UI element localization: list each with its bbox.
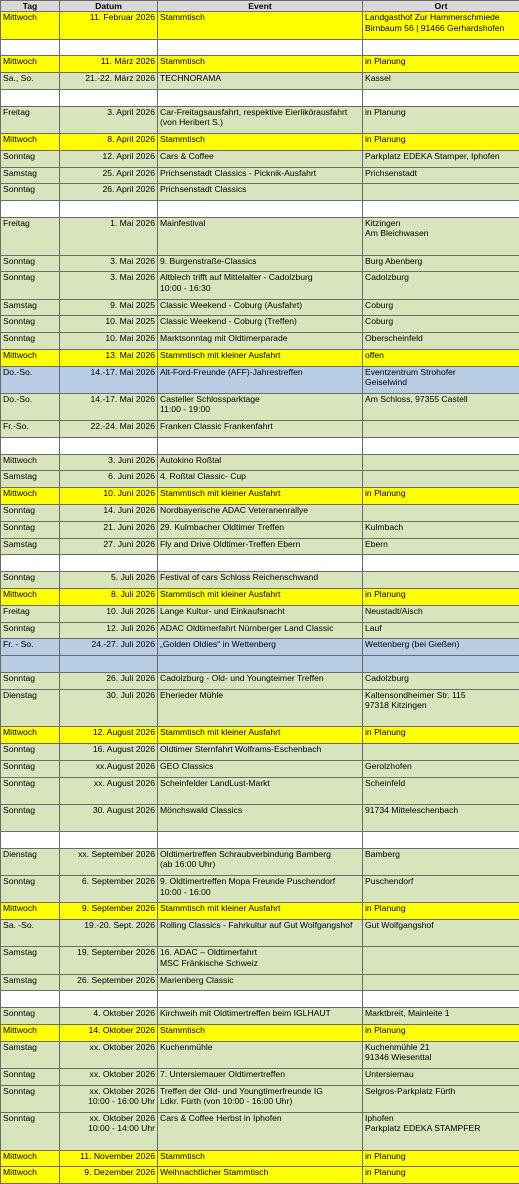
event-cell: Stammtisch mit kleiner Ausfahrt	[158, 727, 363, 744]
event-cell: Rolling Classics - Fahrkultur auf Gut Wolfgangshof	[158, 920, 363, 947]
table-row	[1, 639, 519, 656]
event-cell: Lange Kultur- und Einkaufsnacht	[158, 605, 363, 622]
event-cell: Stammtisch mit kleiner Ausfahrt	[158, 349, 363, 366]
event-cell: Classic Weekend - Coburg (Ausfahrt)	[158, 299, 363, 316]
tag-cell: Freitag	[1, 217, 60, 255]
tag-cell: Sonntag	[1, 805, 60, 832]
tag-cell	[1, 991, 60, 1008]
datum-cell: 11. November 2026	[60, 1150, 158, 1167]
tag-cell: Do.-So.	[1, 393, 60, 420]
event-cell: Scheinfelder LandLust-Markt	[158, 777, 363, 804]
event-cell: Altblech trifft auf Mittelalter - Cadolzburg 10:00 - 16:30	[158, 272, 363, 299]
table-row	[1, 167, 519, 184]
event-cell: Festival of cars Schloss Reichenschwand	[158, 572, 363, 589]
ort-cell: Untersiemau	[363, 1068, 519, 1085]
tag-cell: Sonntag	[1, 876, 60, 903]
table-row	[1, 106, 519, 133]
ort-cell	[363, 454, 519, 471]
ort-cell	[363, 505, 519, 522]
ort-cell	[363, 974, 519, 991]
ort-cell: 91734 Mitteleschenbach	[363, 805, 519, 832]
ort-cell: Kitzingen Am Bleichwasen	[363, 217, 519, 255]
datum-cell: 30. Juli 2026	[60, 689, 158, 727]
ort-cell: in Planung	[363, 589, 519, 606]
tag-cell: Sonntag	[1, 761, 60, 778]
ort-cell	[363, 421, 519, 438]
tag-cell: Sonntag	[1, 1112, 60, 1150]
table-row	[1, 454, 519, 471]
datum-cell	[60, 991, 158, 1008]
table-row	[1, 605, 519, 622]
tag-cell: Do.-So.	[1, 366, 60, 393]
table-row	[1, 393, 519, 420]
event-cell: Stammtisch	[158, 56, 363, 73]
table-row	[1, 217, 519, 255]
event-cell: 7. Untersiemauer Oldtimertreffen	[158, 1068, 363, 1085]
ort-cell: in Planung	[363, 488, 519, 505]
ort-cell: in Planung	[363, 106, 519, 133]
table-row	[1, 991, 519, 1008]
table-row	[1, 12, 519, 39]
datum-cell: 21. Juni 2026	[60, 521, 158, 538]
tag-cell: Mittwoch	[1, 488, 60, 505]
table-row	[1, 421, 519, 438]
ort-cell: Oberscheinfeld	[363, 333, 519, 350]
tag-cell: Sonntag	[1, 272, 60, 299]
event-cell: 16. ADAC – Oldtimerfahrt MSC Fränkische Schweiz	[158, 947, 363, 974]
table-row	[1, 876, 519, 903]
ort-cell: Gerolzhofen	[363, 761, 519, 778]
datum-cell: 4. Oktober 2026	[60, 1008, 158, 1025]
datum-cell: 14. Juni 2026	[60, 505, 158, 522]
table-row	[1, 505, 519, 522]
event-cell: Fly and Drive Oldtimer-Treffen Ebern	[158, 538, 363, 555]
event-cell: Cadolzburg - Old- und Youngteimer Treffen	[158, 673, 363, 690]
event-cell: Alt-Ford-Freunde (AFF)-Jahrestreffen	[158, 366, 363, 393]
ort-cell: Kaltensondheimer Str. 115 97318 Kitzingen	[363, 689, 519, 727]
datum-cell: 26. September 2026	[60, 974, 158, 991]
datum-cell: 10. Juni 2026	[60, 488, 158, 505]
header-ort: Ort	[363, 1, 519, 12]
event-cell: Classic Weekend - Coburg (Treffen)	[158, 316, 363, 333]
tag-cell: Sa. -So.	[1, 920, 60, 947]
event-cell: Casteller Schlossparktage 11:00 - 19:00	[158, 393, 363, 420]
datum-cell: xx. September 2026	[60, 849, 158, 876]
table-row	[1, 349, 519, 366]
table-row	[1, 201, 519, 218]
datum-cell	[60, 832, 158, 849]
datum-cell: 19.-20. Sept. 2026	[60, 920, 158, 947]
tag-cell	[1, 201, 60, 218]
tag-cell: Mittwoch	[1, 454, 60, 471]
ort-cell: Coburg	[363, 316, 519, 333]
datum-cell: 12. Juli 2026	[60, 622, 158, 639]
table-row	[1, 488, 519, 505]
table-row	[1, 947, 519, 974]
datum-cell: 30. August 2026	[60, 805, 158, 832]
ort-cell: Lauf	[363, 622, 519, 639]
ort-cell: Iphofen Parkplatz EDEKA STAMPFER	[363, 1112, 519, 1150]
event-cell: Marktsonntag mit Oldtimerparade	[158, 333, 363, 350]
datum-cell: xx. Oktober 2026 10:00 - 16:00 Uhr	[60, 1085, 158, 1112]
datum-cell: 10. Mai 2026	[60, 333, 158, 350]
datum-cell: 5. Juli 2026	[60, 572, 158, 589]
ort-cell	[363, 39, 519, 56]
datum-cell: xx. August 2026	[60, 777, 158, 804]
datum-cell	[60, 39, 158, 56]
tag-cell: Sonntag	[1, 1008, 60, 1025]
tag-cell	[1, 39, 60, 56]
tag-cell: Fr.-So.	[1, 421, 60, 438]
table-row	[1, 316, 519, 333]
table-row	[1, 366, 519, 393]
ort-cell: Coburg	[363, 299, 519, 316]
table-row	[1, 521, 519, 538]
table-row	[1, 1167, 519, 1184]
tag-cell: Mittwoch	[1, 903, 60, 920]
ort-cell: in Planung	[363, 1167, 519, 1184]
datum-cell: 3. Juni 2026	[60, 454, 158, 471]
table-row	[1, 622, 519, 639]
tag-cell: Dienstag	[1, 689, 60, 727]
ort-cell	[363, 471, 519, 488]
ort-cell	[363, 89, 519, 106]
event-cell: Stammtisch mit kleiner Ausfahrt	[158, 488, 363, 505]
event-cell: Kuchenmühle	[158, 1041, 363, 1068]
ort-cell: Bamberg	[363, 849, 519, 876]
ort-cell: in Planung	[363, 903, 519, 920]
event-cell: 29. Kulmbacher Oldtimer Treffen	[158, 521, 363, 538]
ort-cell: Kulmbach	[363, 521, 519, 538]
table-row	[1, 272, 519, 299]
table-row	[1, 538, 519, 555]
datum-cell	[60, 89, 158, 106]
event-cell: Eherieder Mühle	[158, 689, 363, 727]
ort-cell: offen	[363, 349, 519, 366]
datum-cell: 14.-17. Mai 2026	[60, 366, 158, 393]
header-event: Event	[158, 1, 363, 12]
datum-cell: 6. Juni 2026	[60, 471, 158, 488]
table-row	[1, 572, 519, 589]
tag-cell	[1, 656, 60, 673]
ort-cell: Puschendorf	[363, 876, 519, 903]
datum-cell: 10. Juli 2026	[60, 605, 158, 622]
tag-cell	[1, 832, 60, 849]
datum-cell: 22.-24. Mai 2026	[60, 421, 158, 438]
ort-cell: Scheinfeld	[363, 777, 519, 804]
ort-cell: Selgros-Parkplatz Fürth	[363, 1085, 519, 1112]
datum-cell: 26. April 2026	[60, 184, 158, 201]
event-cell: Kirchweih mit Oldtimertreffen beim IGLHAUT	[158, 1008, 363, 1025]
table-row	[1, 471, 519, 488]
ort-cell: Burg Abenberg	[363, 255, 519, 272]
tag-cell: Sa., So.	[1, 73, 60, 90]
datum-cell: 3. Mai 2026	[60, 272, 158, 299]
ort-cell: Kassel	[363, 73, 519, 90]
tag-cell: Sonntag	[1, 673, 60, 690]
ort-cell: Landgasthof Zur Hammerschmiede Birnbaum 56 | 91466 Gerhardshofen	[363, 12, 519, 39]
event-cell	[158, 555, 363, 572]
event-cell	[158, 201, 363, 218]
tag-cell: Samstag	[1, 299, 60, 316]
table-row	[1, 832, 519, 849]
ort-cell: Parkplatz EDEKA Stamper, Iphofen	[363, 150, 519, 167]
datum-cell: 27. Juni 2026	[60, 538, 158, 555]
tag-cell: Samstag	[1, 974, 60, 991]
tag-cell: Dienstag	[1, 849, 60, 876]
datum-cell	[60, 201, 158, 218]
datum-cell: 26. Juli 2026	[60, 673, 158, 690]
event-cell: Cars & Coffee Herbst in Iphofen	[158, 1112, 363, 1150]
event-cell: GEO Classics	[158, 761, 363, 778]
header-tag: Tag	[1, 1, 60, 12]
datum-cell: 11. Februar 2026	[60, 12, 158, 39]
tag-cell: Mittwoch	[1, 56, 60, 73]
ort-cell: Neustadt/Aisch	[363, 605, 519, 622]
event-cell: 9. Oldtimertreffen Mopa Freunde Puschendorf 10:00 - 16:00	[158, 876, 363, 903]
tag-cell: Sonntag	[1, 521, 60, 538]
datum-cell: 25. April 2026	[60, 167, 158, 184]
event-cell: Marienberg Classic	[158, 974, 363, 991]
datum-cell: 16. August 2026	[60, 744, 158, 761]
datum-cell: xx. Oktober 2026	[60, 1068, 158, 1085]
tag-cell: Mittwoch	[1, 1024, 60, 1041]
datum-cell: 9. September 2026	[60, 903, 158, 920]
event-cell: Cars & Coffee	[158, 150, 363, 167]
table-row	[1, 56, 519, 73]
event-cell: Nordbayerische ADAC Veteranenrallye	[158, 505, 363, 522]
tag-cell: Samstag	[1, 947, 60, 974]
ort-cell	[363, 184, 519, 201]
tag-cell: Sonntag	[1, 505, 60, 522]
tag-cell: Sonntag	[1, 184, 60, 201]
ort-cell	[363, 656, 519, 673]
table-row	[1, 184, 519, 201]
table-row	[1, 39, 519, 56]
event-cell: Stammtisch mit kleiner Ausfahrt	[158, 903, 363, 920]
table-row	[1, 689, 519, 727]
event-cell: Prichsenstadt Classics	[158, 184, 363, 201]
event-cell	[158, 437, 363, 454]
table-row	[1, 673, 519, 690]
tag-cell: Sonntag	[1, 1085, 60, 1112]
table-row	[1, 555, 519, 572]
datum-cell: xx. Oktober 2026 10:00 - 14:00 Uhr	[60, 1112, 158, 1150]
datum-cell	[60, 555, 158, 572]
ort-cell: Prichsenstadt	[363, 167, 519, 184]
table-row	[1, 849, 519, 876]
tag-cell: Sonntag	[1, 572, 60, 589]
datum-cell	[60, 437, 158, 454]
datum-cell: 14. Oktober 2026	[60, 1024, 158, 1041]
ort-cell	[363, 832, 519, 849]
ort-cell: Cadolzburg	[363, 673, 519, 690]
event-cell: Mainfestival	[158, 217, 363, 255]
datum-cell: 19. September 2026	[60, 947, 158, 974]
tag-cell: Samstag	[1, 538, 60, 555]
ort-cell: Ebern	[363, 538, 519, 555]
table-row	[1, 920, 519, 947]
event-cell	[158, 89, 363, 106]
tag-cell: Mittwoch	[1, 349, 60, 366]
tag-cell: Freitag	[1, 106, 60, 133]
table-row	[1, 903, 519, 920]
event-cell: Stammtisch	[158, 1024, 363, 1041]
table-row	[1, 133, 519, 150]
table-row	[1, 437, 519, 454]
datum-cell: 9. Dezember 2026	[60, 1167, 158, 1184]
table-row	[1, 744, 519, 761]
datum-cell	[60, 656, 158, 673]
datum-cell: xx. Oktober 2026	[60, 1041, 158, 1068]
ort-cell: Am Schloss, 97355 Castell	[363, 393, 519, 420]
datum-cell: 24.-27. Juli 2026	[60, 639, 158, 656]
ort-cell: Eventzentrum Strohofer Geiselwind	[363, 366, 519, 393]
datum-cell: 21.-22. März 2026	[60, 73, 158, 90]
event-cell	[158, 832, 363, 849]
datum-cell: 12. August 2026	[60, 727, 158, 744]
event-cell	[158, 656, 363, 673]
table-row	[1, 299, 519, 316]
ort-cell: Marktbreit, Mainleite 1	[363, 1008, 519, 1025]
table-row	[1, 150, 519, 167]
table-row	[1, 761, 519, 778]
datum-cell: 13. Mai 2026	[60, 349, 158, 366]
ort-cell	[363, 991, 519, 1008]
tag-cell: Mittwoch	[1, 1150, 60, 1167]
tag-cell: Sonntag	[1, 622, 60, 639]
event-cell: Franken Classic Frankenfahrt	[158, 421, 363, 438]
tag-cell: Sonntag	[1, 316, 60, 333]
tag-cell	[1, 555, 60, 572]
event-cell: TECHNORAMA	[158, 73, 363, 90]
table-row	[1, 1068, 519, 1085]
datum-cell: 3. April 2026	[60, 106, 158, 133]
datum-cell: 8. April 2026	[60, 133, 158, 150]
event-cell: Stammtisch	[158, 133, 363, 150]
ort-cell: in Planung	[363, 133, 519, 150]
event-cell: Prichsenstadt Classics - Picknik-Ausfahrt	[158, 167, 363, 184]
ort-cell	[363, 947, 519, 974]
tag-cell: Mittwoch	[1, 727, 60, 744]
tag-cell: Sonntag	[1, 1068, 60, 1085]
datum-cell: 11. März 2026	[60, 56, 158, 73]
table-row	[1, 255, 519, 272]
tag-cell: Sonntag	[1, 150, 60, 167]
tag-cell: Samstag	[1, 1041, 60, 1068]
event-cell: Mönchswald Classics	[158, 805, 363, 832]
ort-cell	[363, 437, 519, 454]
event-cell: Weihnachtlicher Stammtisch	[158, 1167, 363, 1184]
table-row	[1, 333, 519, 350]
tag-cell: Sonntag	[1, 744, 60, 761]
event-cell: ADAC Oldtimerfahrt Nürnberger Land Classic	[158, 622, 363, 639]
ort-cell	[363, 572, 519, 589]
ort-cell: Gut Wolfgangshof	[363, 920, 519, 947]
table-row	[1, 589, 519, 606]
datum-cell: 12. April 2026	[60, 150, 158, 167]
event-cell: Stammtisch	[158, 12, 363, 39]
event-cell: 4. Roßtal Classic- Cup	[158, 471, 363, 488]
table-row	[1, 73, 519, 90]
table-row	[1, 777, 519, 804]
event-cell: Stammtisch mit kleiner Ausfahrt	[158, 589, 363, 606]
datum-cell: 8. Juli 2026	[60, 589, 158, 606]
tag-cell: Sonntag	[1, 777, 60, 804]
tag-cell: Mittwoch	[1, 589, 60, 606]
tag-cell	[1, 437, 60, 454]
datum-cell: 9. Mai 2025	[60, 299, 158, 316]
datum-cell: 1. Mai 2026	[60, 217, 158, 255]
ort-cell: in Planung	[363, 56, 519, 73]
event-cell: Oldtimertreffen Schraubverbindung Bamberg (ab 16:00 Uhr)	[158, 849, 363, 876]
event-cell: Car-Freitagsausfahrt, respektive Eierlikörausfahrt (von Heribert S.)	[158, 106, 363, 133]
table-row	[1, 1008, 519, 1025]
table-row	[1, 1041, 519, 1068]
datum-cell: xx.August 2026	[60, 761, 158, 778]
event-cell: Treffen der Old- und Youngtimerfreunde IG Ldkr. Fürth (von 10:00 - 16:00 Uhr)	[158, 1085, 363, 1112]
datum-cell: 6. September 2026	[60, 876, 158, 903]
table-row	[1, 1085, 519, 1112]
tag-cell: Mittwoch	[1, 12, 60, 39]
tag-cell: Fr. - So.	[1, 639, 60, 656]
event-cell	[158, 39, 363, 56]
ort-cell	[363, 744, 519, 761]
tag-cell: Sonntag	[1, 333, 60, 350]
tag-cell: Samstag	[1, 471, 60, 488]
table-row	[1, 805, 519, 832]
table-row	[1, 974, 519, 991]
tag-cell: Mittwoch	[1, 1167, 60, 1184]
datum-cell: 3. Mai 2026	[60, 255, 158, 272]
datum-cell: 10. Mai 2025	[60, 316, 158, 333]
event-cell	[158, 991, 363, 1008]
event-cell: Autokino Roßtal	[158, 454, 363, 471]
ort-cell: Wettenberg (bei Gießen)	[363, 639, 519, 656]
ort-cell: in Planung	[363, 727, 519, 744]
event-cell: 9. Burgenstraße-Classics	[158, 255, 363, 272]
ort-cell: in Planung	[363, 1150, 519, 1167]
event-cell: „Golden Oldies“ in Wettenberg	[158, 639, 363, 656]
table-row	[1, 1112, 519, 1150]
table-body	[1, 12, 519, 1184]
header-datum: Datum	[60, 1, 158, 12]
table-row	[1, 727, 519, 744]
header-row	[1, 1, 519, 12]
ort-cell: in Planung	[363, 1024, 519, 1041]
tag-cell: Freitag	[1, 605, 60, 622]
tag-cell	[1, 89, 60, 106]
ort-cell	[363, 555, 519, 572]
table-row	[1, 1024, 519, 1041]
tag-cell: Mittwoch	[1, 133, 60, 150]
table-row	[1, 89, 519, 106]
table-row	[1, 656, 519, 673]
tag-cell: Samstag	[1, 167, 60, 184]
ort-cell: Cadolzburg	[363, 272, 519, 299]
event-cell: Oldtimer Sternfahrt Wolframs-Eschenbach	[158, 744, 363, 761]
table-row	[1, 1150, 519, 1167]
ort-cell: Kuchenmühle 21 91346 Wiesenttal	[363, 1041, 519, 1068]
event-cell: Stammtisch	[158, 1150, 363, 1167]
ort-cell	[363, 201, 519, 218]
datum-cell: 14.-17. Mai 2026	[60, 393, 158, 420]
tag-cell: Sonntag	[1, 255, 60, 272]
